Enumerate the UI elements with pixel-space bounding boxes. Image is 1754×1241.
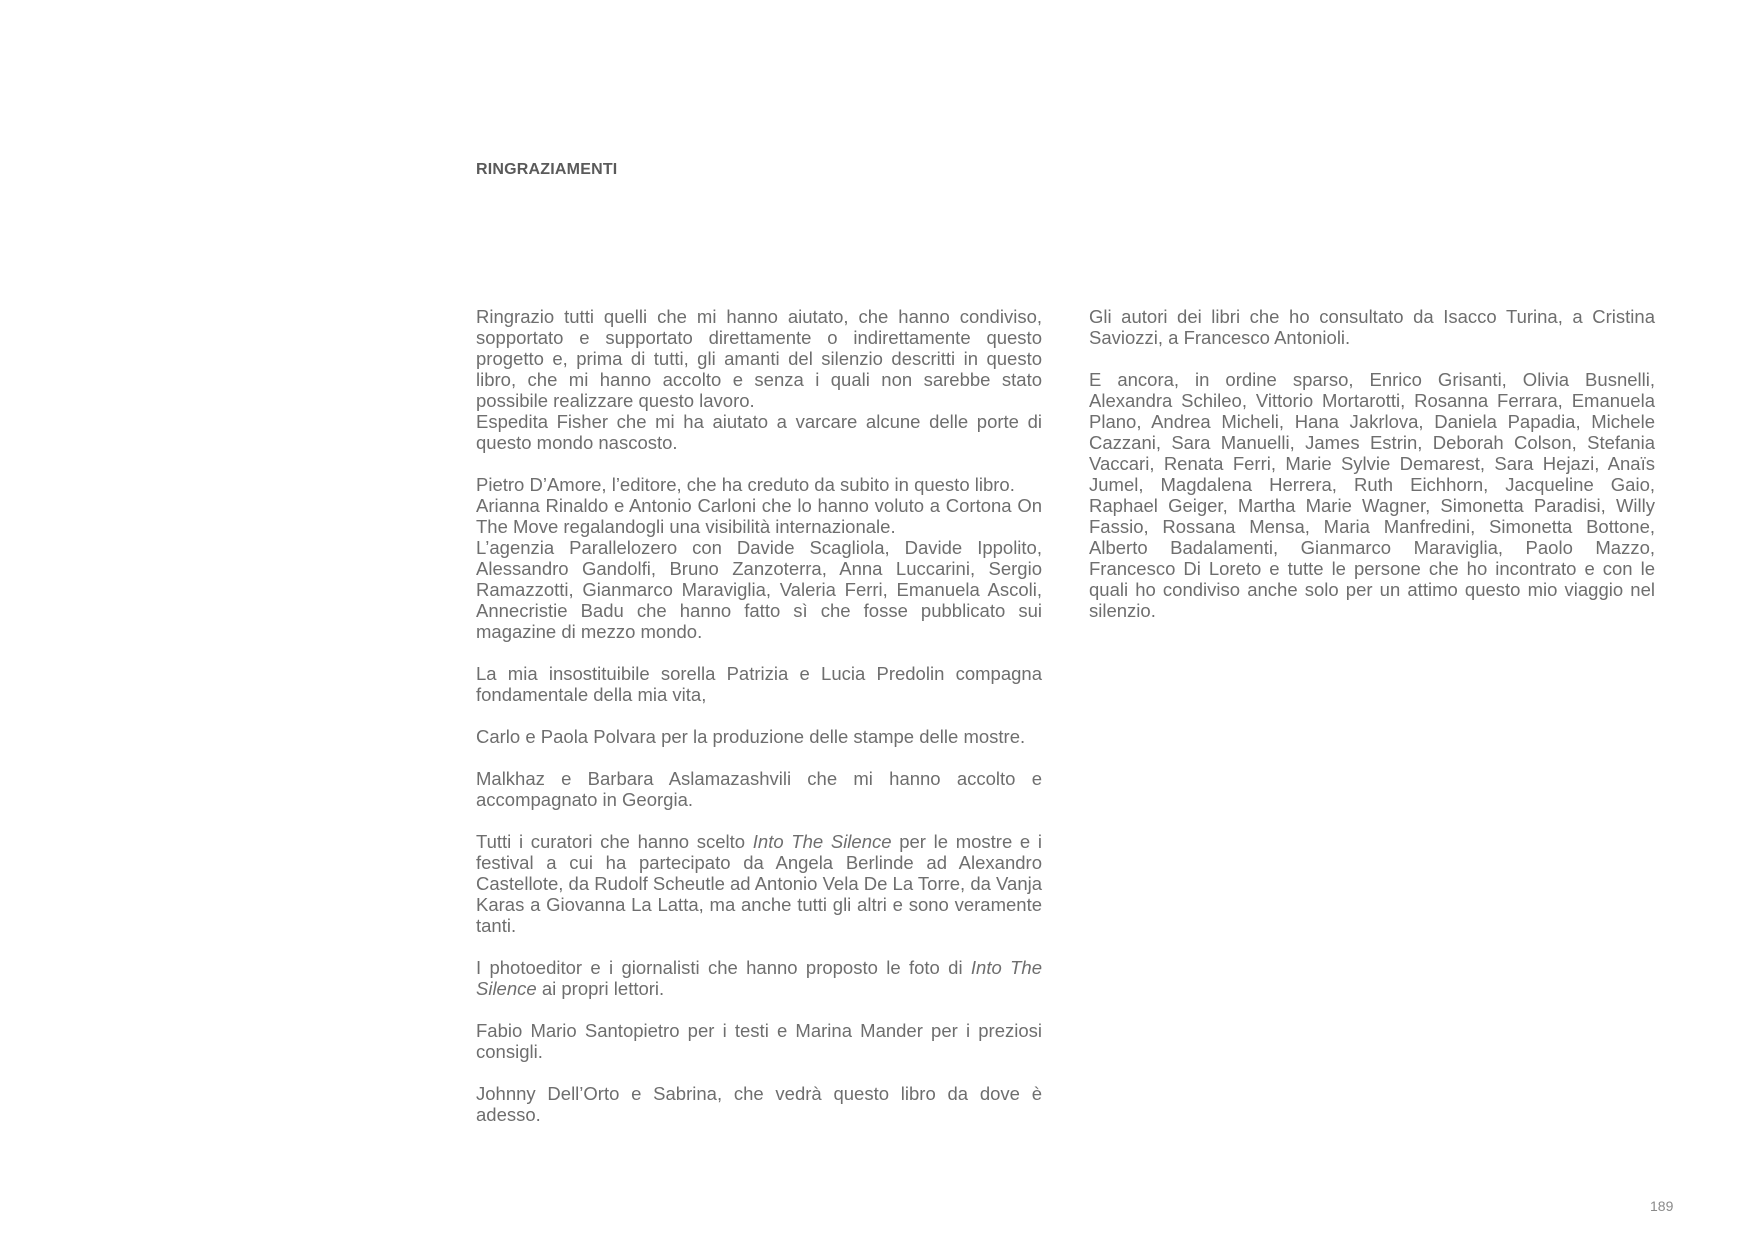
paragraph-texts: Fabio Mario Santopietro per i testi e Marina Mander per i preziosi consigli. [476,1020,1042,1062]
paragraph-georgia: Malkhaz e Barbara Aslamazashvili che mi hanno accolto e accompagnato in Georgia. [476,768,1042,810]
photoeditors-text-start: I photoeditor e i giornalisti che hanno proposto le foto di [476,957,971,978]
paragraph-others: E ancora, in ordine sparso, Enrico Grisanti, Olivia Busnelli, Alexandra Schileo, Vittorio Mortarotti, Rosanna Ferrara, Emanuela Plano, Andrea Micheli, Hana Jakrlova, Daniela Papadia, Michele Cazzani, Sara Manuelli, James Estrin, Deborah Colson, Stefania Vaccari, Renata Ferri, Marie Sylvie Demarest, Sara Hejazi, Anaïs Jumel, Magdalena Herrera, Ruth Eichhorn, Jacqueline Gaio, Raphael Geiger, Martha Marie Wagner, Simonetta Paradisi, Willy Fassio, Rossana Mensa, Maria Manfredini, Simonetta Bottone, Alberto Badalamenti, Gianmarco Maraviglia, Paolo Mazzo, Francesco Di Loreto e tutte le persone che ho incontrato e con le quali ho condiviso anche solo per un attimo questo mio viaggio nel silenzio. [1089,369,1655,621]
curators-book-title: Into The Silence [752,831,892,852]
page-number: 189 [1650,1198,1674,1214]
left-column [476,306,1042,1146]
paragraph-authors: Gli autori dei libri che ho consultato da Isacco Turina, a Cristina Saviozzi, a Francesco Antonioli. [1089,306,1655,348]
curators-text-end: per le mostre e i festival a cui ha partecipato da Angela Berlinde ad Alexandro Castellote, da Rudolf Scheutle ad Antonio Vela De La Torre, da Vanja Karas a Giovanna La Latta, ma anche tutti gli altri e sono veramente tanti. [476,831,1043,936]
right-column [1089,306,1655,642]
paragraph-espedita: Espedita Fisher che mi ha aiutato a varcare alcune delle porte di questo mondo nascosto. [476,411,1042,453]
paragraph-photoeditors [476,957,1042,999]
photoeditors-book-title: Into The Silence [476,957,1042,999]
paragraph-dedication: Johnny Dell’Orto e Sabrina, che vedrà questo libro da dove è adesso. [476,1083,1042,1125]
paragraph-prints: Carlo e Paola Polvara per la produzione delle stampe delle mostre. [476,726,1026,747]
paragraph-agency: L’agenzia Parallelozero con Davide Scagliola, Davide Ippolito, Alessandro Gandolfi, Bruno Zanzoterra, Anna Luccarini, Sergio Ramazzotti, Gianmarco Maraviglia, Valeria Ferri, Emanuela Ascoli, Annecristie Badu che hanno fatto sì che fosse pubblicato sui magazine di mezzo mondo. [476,537,1042,642]
paragraph-intro: Ringrazio tutti quelli che mi hanno aiutato, che hanno condiviso, sopportato e supportato direttamente o indirettamente questo progetto e, prima di tutti, gli amanti del silenzio descritti in questo libro, che mi hanno accolto e senza i quali non sarebbe stato possibile realizzare questo lavoro. [476,306,1042,411]
photoeditors-text-end: ai propri lettori. [536,978,665,999]
paragraph-curators [476,831,1042,936]
paragraph-sister: La mia insostituibile sorella Patrizia e Lucia Predolin compagna fondamentale della mia vita, [476,663,1042,705]
page-title: RINGRAZIAMENTI [476,161,618,178]
paragraph-cortona: Arianna Rinaldo e Antonio Carloni che lo hanno voluto a Cortona On The Move regalandogli una visibilità internazionale. [476,495,1042,537]
curators-text-start: Tutti i curatori che hanno scelto [476,831,753,852]
paragraph-editor: Pietro D’Amore, l’editore, che ha creduto da subito in questo libro. [476,474,1015,495]
